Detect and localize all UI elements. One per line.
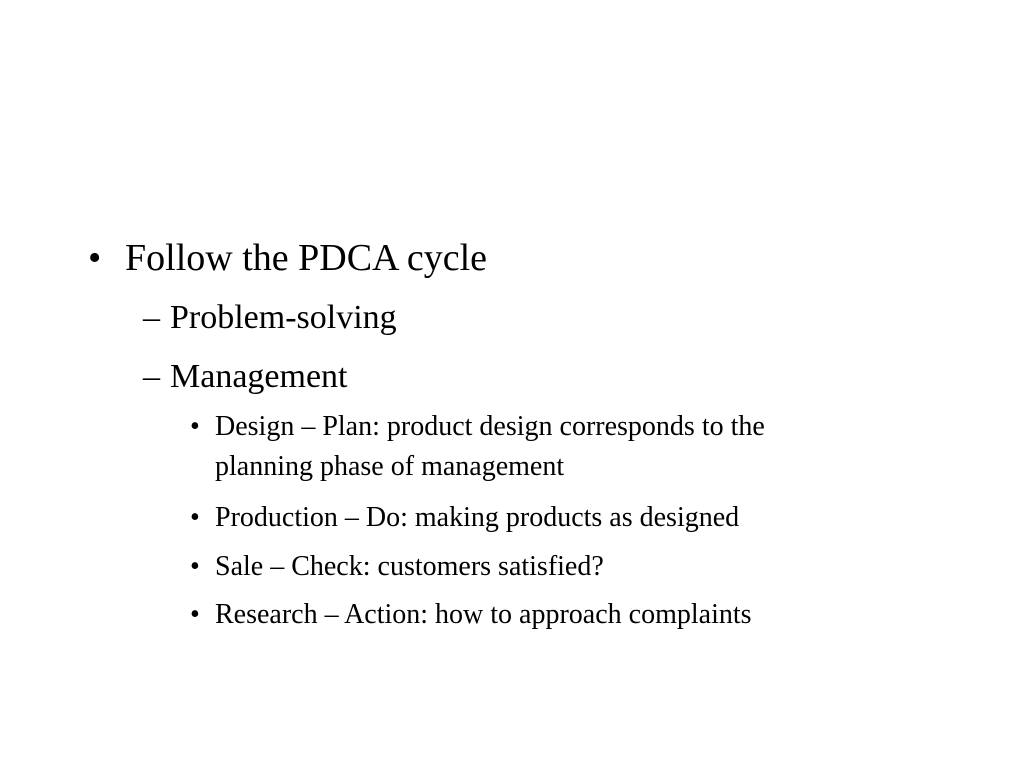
point-sale-check: Sale – Check: customers satisfied?: [215, 551, 604, 582]
dash-marker: –: [143, 358, 160, 395]
point-production-do: Production – Do: making products as designed: [215, 502, 740, 533]
bullet-marker: •: [190, 411, 200, 442]
bullet-follow-pdca: Follow the PDCA cycle: [125, 237, 488, 279]
sub-bullet-management: Management: [170, 358, 348, 395]
bullet-marker: •: [190, 551, 200, 582]
sub-bullet-problem-solving: Problem-solving: [170, 299, 397, 336]
point-research-action: Research – Action: how to approach complaints: [215, 599, 752, 630]
point-design-plan-line1: Design – Plan: product design corresponds to the: [215, 411, 765, 442]
bullet-marker: •: [88, 237, 102, 279]
point-design-plan-line2: planning phase of management: [215, 451, 565, 482]
dash-marker: –: [143, 299, 160, 336]
bullet-marker: •: [190, 599, 200, 630]
bullet-marker: •: [190, 502, 200, 533]
